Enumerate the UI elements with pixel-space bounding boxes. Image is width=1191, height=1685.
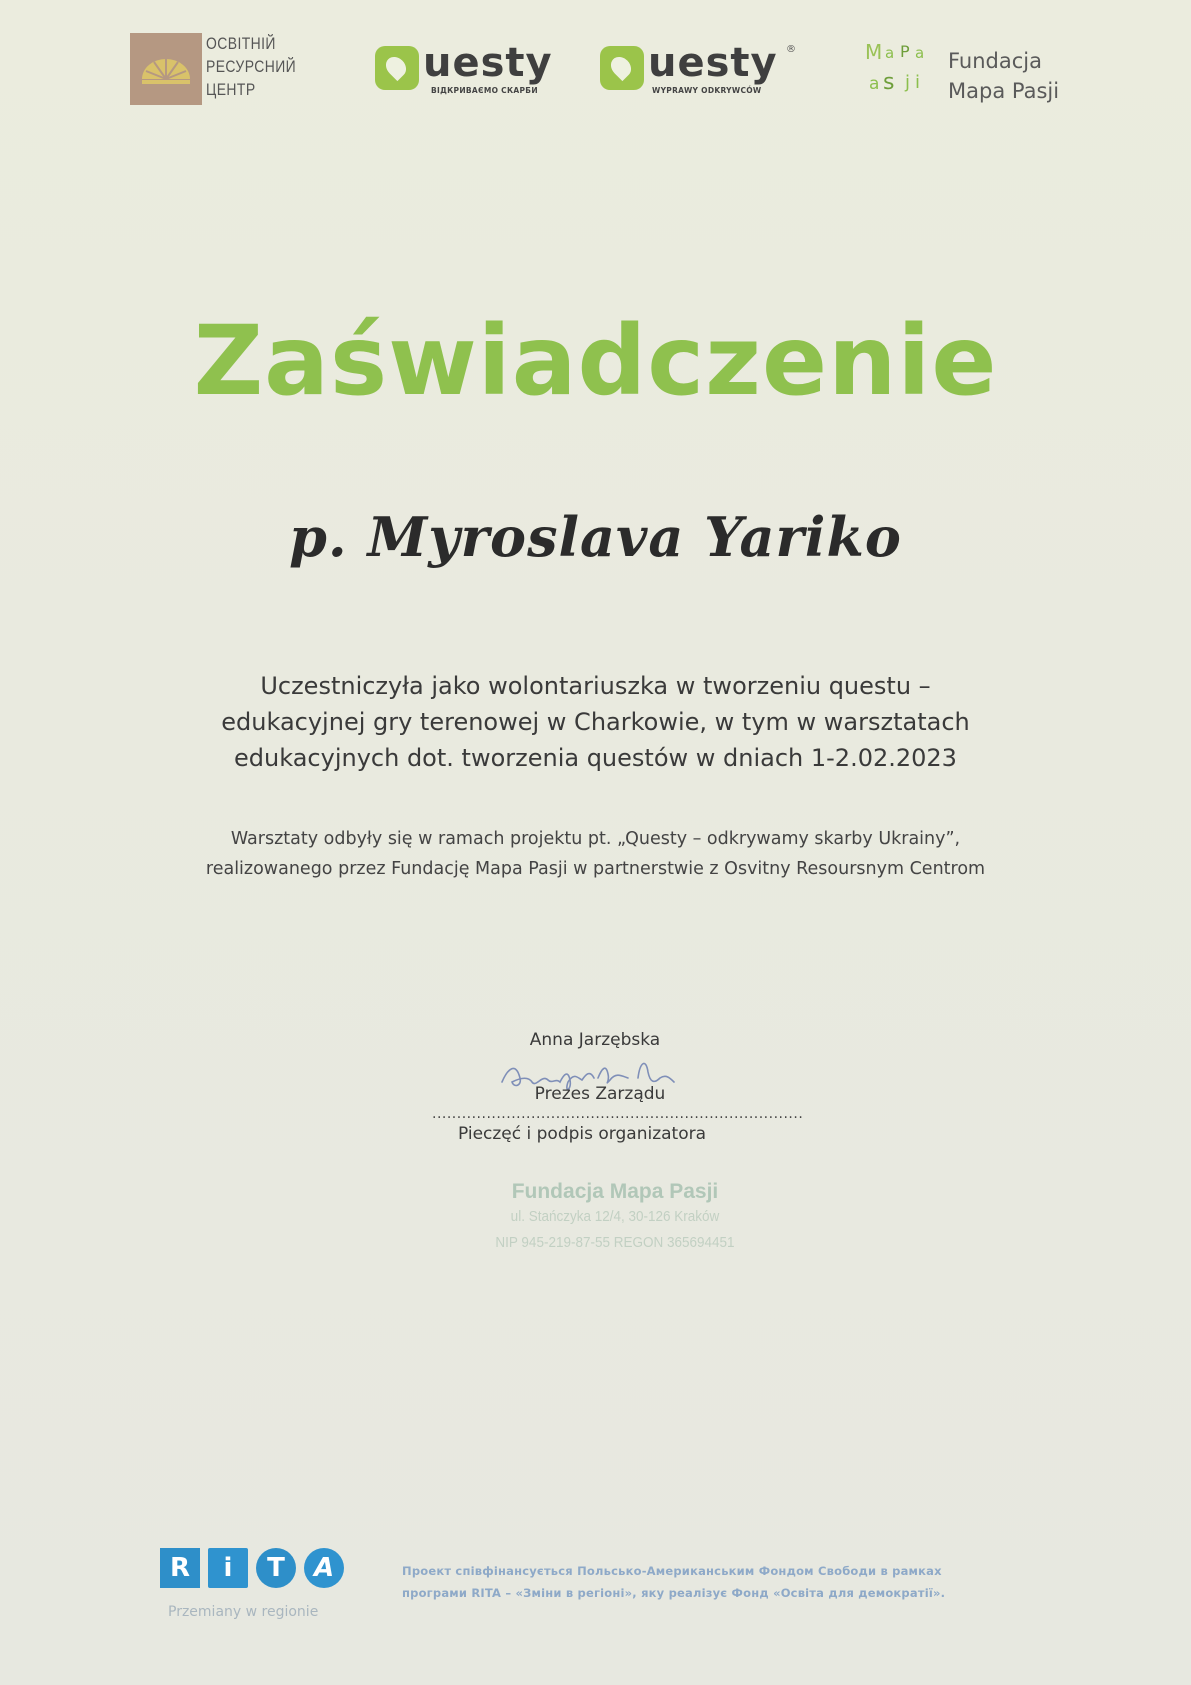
orc-logo-mark (130, 33, 202, 105)
questy-pin-icon (600, 46, 644, 90)
mp-letter: P (900, 42, 910, 61)
funding-note (402, 1560, 1052, 1604)
mp-letter: s (883, 70, 895, 95)
questy-wordmark: uesty (423, 40, 553, 86)
rita-letter: A (304, 1548, 344, 1588)
signature-label: Pieczęć i podpis organizatora (457, 1124, 707, 1144)
recipient-name: p. Myroslava Yariko (289, 505, 902, 569)
mapa-pasji-logo-mark (865, 42, 931, 106)
questy-logo-pl (600, 42, 800, 112)
orc-line-2: РЕСУРСНИЙ (206, 57, 297, 76)
body-line: Uczestniczyła jako wolontariuszka w tworzeniu questu – (260, 672, 931, 700)
funding-line: програми RITA – «Зміни в регіоні», яку реалізує Фонд «Освіта для демократії». (402, 1586, 946, 1600)
orc-logo-text (206, 32, 296, 101)
mapa-pasji-logo-text (948, 46, 1059, 106)
orc-line-1: ОСВІТНІЙ (206, 34, 276, 53)
rita-letter: T (256, 1548, 296, 1588)
questy-logo-ua (375, 42, 565, 112)
mp-letter: i (915, 72, 921, 93)
questy-wordmark: uesty (648, 40, 778, 86)
questy-tagline-ua: ВІДКРИВАЄМО СКАРБИ (431, 86, 538, 95)
mp-letter: a (915, 44, 925, 62)
stamp-line-3: NIP 945-219-87-55 REGON 365694451 (495, 1234, 735, 1251)
certificate-title: Zaświadczenie (193, 305, 998, 417)
mp-letter: j (905, 72, 911, 93)
mp-letter: M (865, 40, 883, 64)
note-line: realizowanego przez Fundację Mapa Pasji w partnerstwie z Osvitny Resoursnym Centrom (205, 859, 986, 879)
mp-line-2: Mapa Pasji (948, 79, 1060, 103)
signature-dotted-line: ........................................................................... (432, 1106, 804, 1122)
mp-line-1: Fundacja (948, 49, 1042, 73)
project-note (110, 824, 1081, 884)
questy-tagline-pl: WYPRAWY ODKRYWCÓW (652, 86, 762, 95)
rita-letter: i (208, 1548, 248, 1588)
funding-line: Проект співфінансується Польсько-Американським Фондом Свободи в рамках (402, 1564, 942, 1578)
registered-mark: ® (786, 44, 796, 55)
signatory-name: Anna Jarzębska (529, 1030, 661, 1050)
mp-letter: a (869, 74, 880, 94)
questy-pin-icon (375, 46, 419, 90)
body-line: edukacyjnych dot. tworzenia questów w dniach 1-2.02.2023 (234, 744, 957, 772)
stamp-line-2: ul. Stańczyka 12/4, 30-126 Kraków (510, 1208, 720, 1225)
mp-letter: a (885, 44, 895, 62)
body-line: edukacyjnej gry terenowej w Charkowie, w tym w warsztatach (221, 708, 970, 736)
note-line: Warsztaty odbyły się w ramach projektu pt. „Questy – odkrywamy skarby Ukrainy”, (230, 829, 961, 849)
certificate-body (120, 668, 1071, 776)
rita-tagline: Przemiany w regionie (168, 1604, 319, 1620)
rita-letter: R (160, 1548, 200, 1588)
stamp-line-1: Fundacja Mapa Pasji (511, 1180, 719, 1203)
orc-line-3: ЦЕНТР (206, 80, 256, 99)
signatory-role: Prezes Zarządu (534, 1084, 666, 1104)
organization-stamp (470, 1180, 760, 1256)
